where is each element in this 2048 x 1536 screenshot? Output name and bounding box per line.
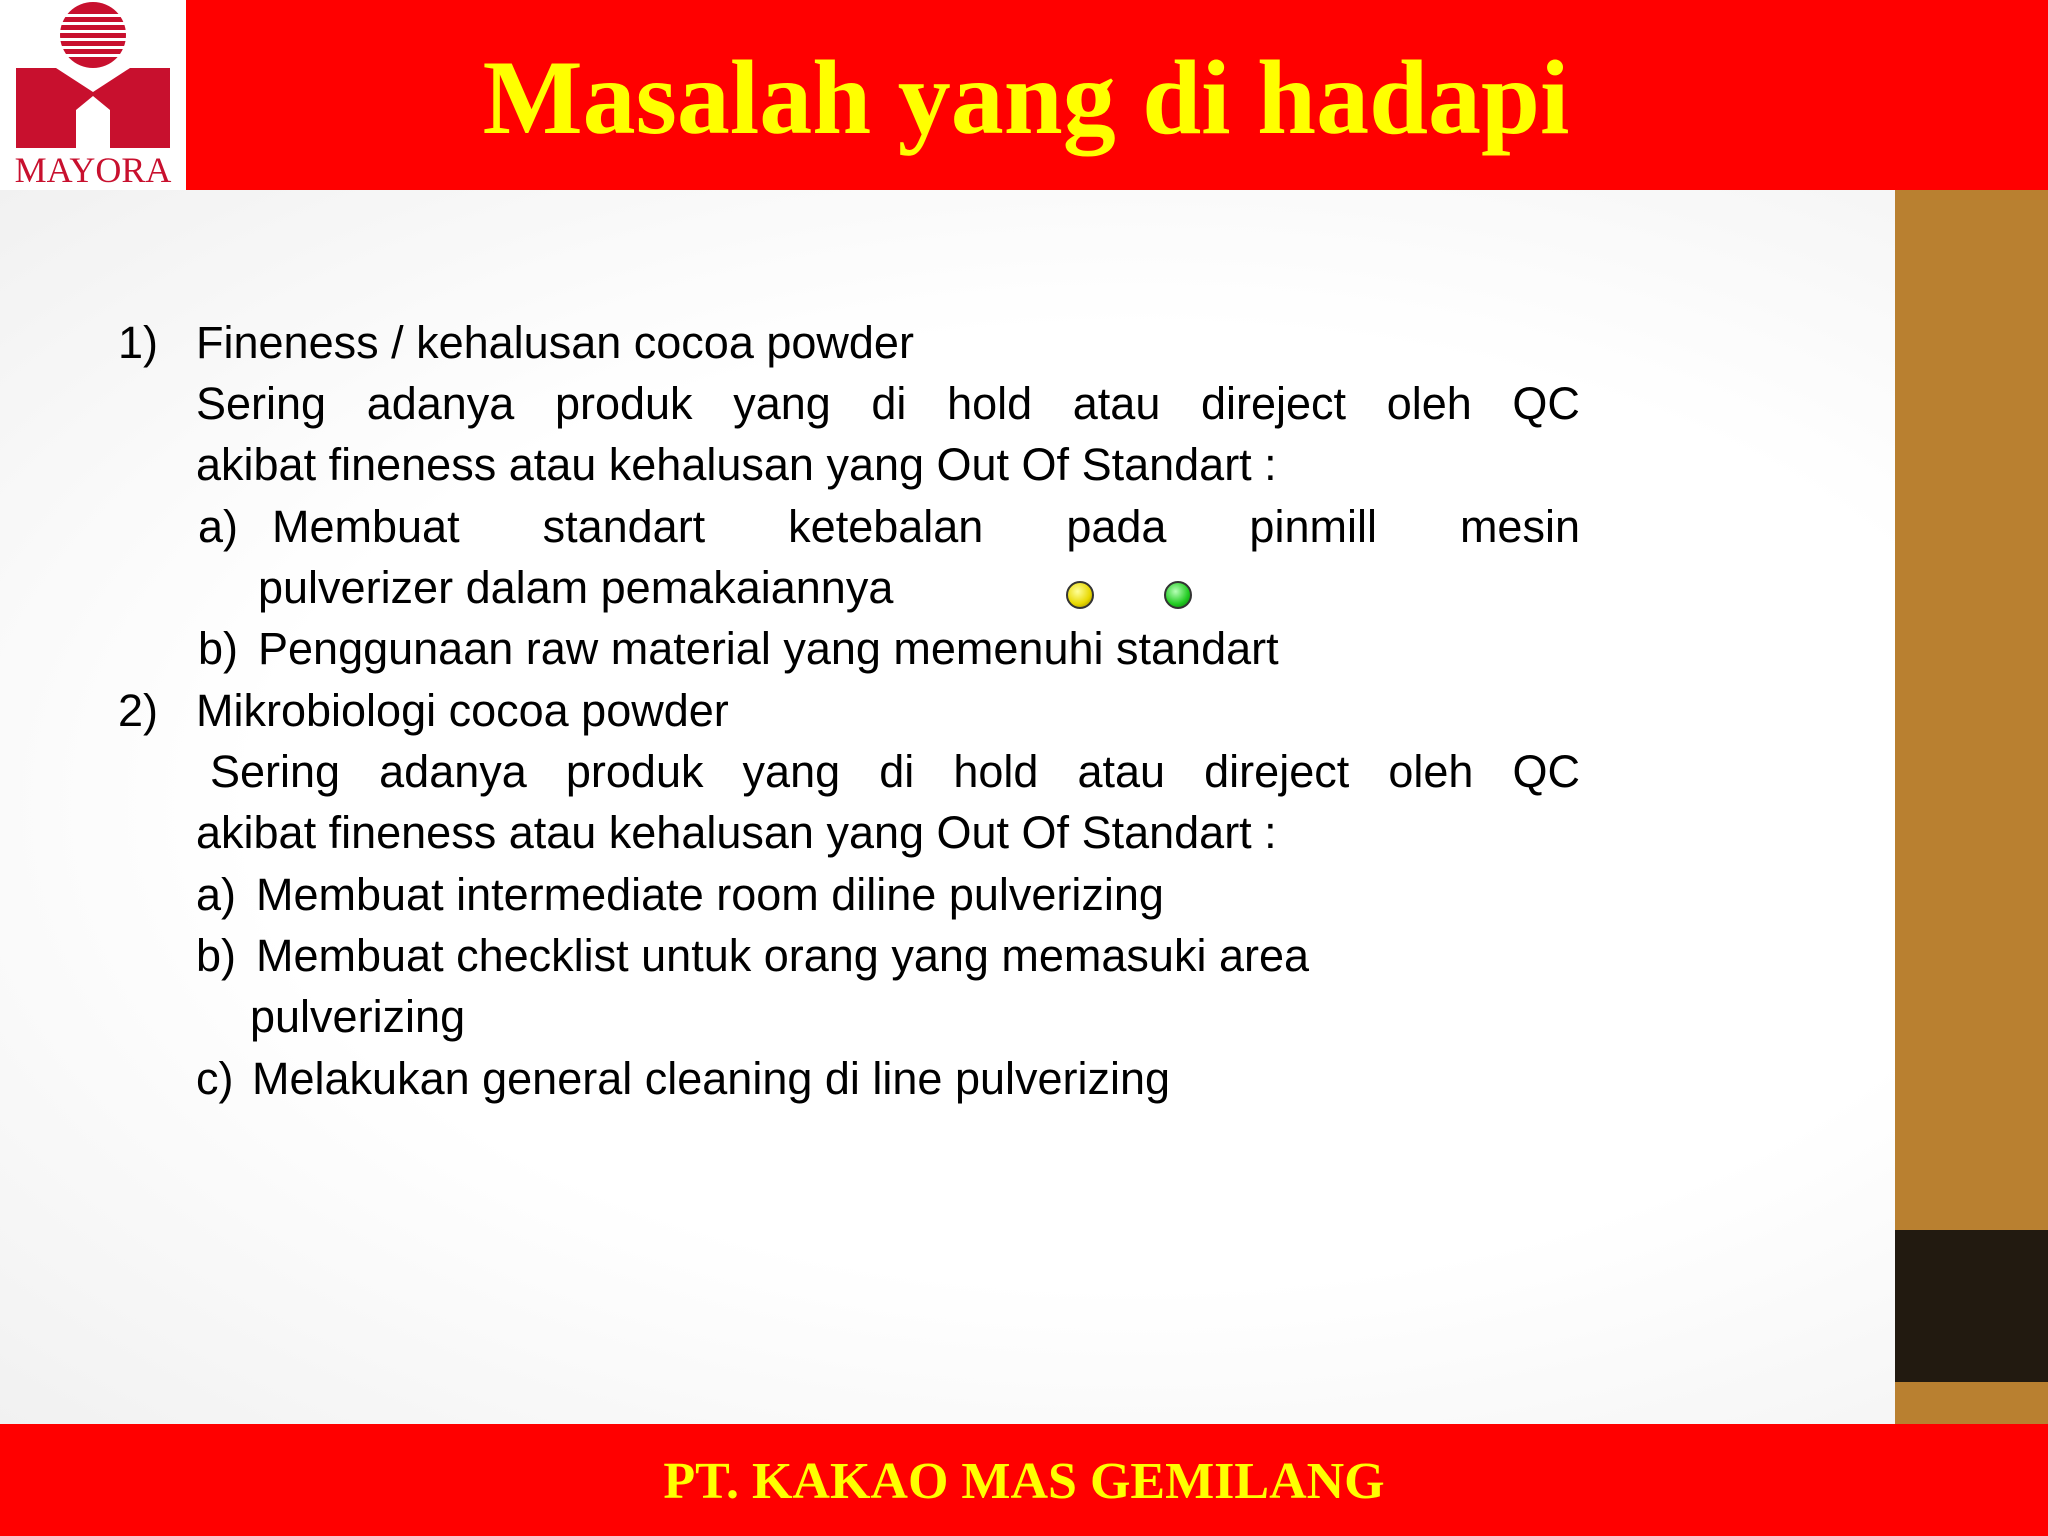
item-1a-marker: a) <box>198 501 239 552</box>
item-1-description-line-1: Sering adanya produk yang di hold atau direject oleh QC <box>196 378 1580 429</box>
item-1-number: 1) <box>118 317 159 368</box>
item-2-description-line-1: Sering adanya produk yang di hold atau direject oleh QC <box>210 746 1580 797</box>
item-2a-line-1: Membuat intermediate room diline pulverizing <box>256 869 1164 920</box>
item-2-number: 2) <box>118 685 159 736</box>
mayora-logo-icon <box>0 0 186 160</box>
item-2b-marker: b) <box>196 930 237 981</box>
yellow-status-dot-icon <box>1066 581 1094 609</box>
item-2b-line-2: pulverizing <box>250 991 466 1042</box>
item-2c-line-1: Melakukan general cleaning di line pulverizing <box>252 1053 1171 1104</box>
item-1b-line-1: Penggunaan raw material yang memenuhi standart <box>258 623 1279 674</box>
slide-title: Masalah yang di hadapi <box>482 39 1570 156</box>
logo-text: MAYORA <box>14 150 172 190</box>
item-2b-line-1: Membuat checklist untuk orang yang memasuki area <box>256 930 1310 981</box>
item-2c-marker: c) <box>196 1053 234 1104</box>
item-1a-line-2: pulverizer dalam pemakaiannya <box>258 562 894 613</box>
item-2-description-line-2: akibat fineness atau kehalusan yang Out Of Standart : <box>196 807 1277 858</box>
item-2-heading: Mikrobiologi cocoa powder <box>196 685 729 736</box>
mayora-logo <box>0 0 186 190</box>
item-1b-marker: b) <box>198 623 239 674</box>
item-1-description-line-2: akibat fineness atau kehalusan yang Out Of Standart : <box>196 439 1277 490</box>
footer-company-name: PT. KAKAO MAS GEMILANG <box>663 1453 1385 1510</box>
green-status-dot-icon <box>1164 581 1192 609</box>
item-1-heading: Fineness / kehalusan cocoa powder <box>196 317 914 368</box>
right-accent-dark-block <box>1895 1230 2048 1382</box>
item-1a-line-1: Membuat standart ketebalan pada pinmill mesin <box>272 501 1580 552</box>
item-2a-marker: a) <box>196 869 237 920</box>
